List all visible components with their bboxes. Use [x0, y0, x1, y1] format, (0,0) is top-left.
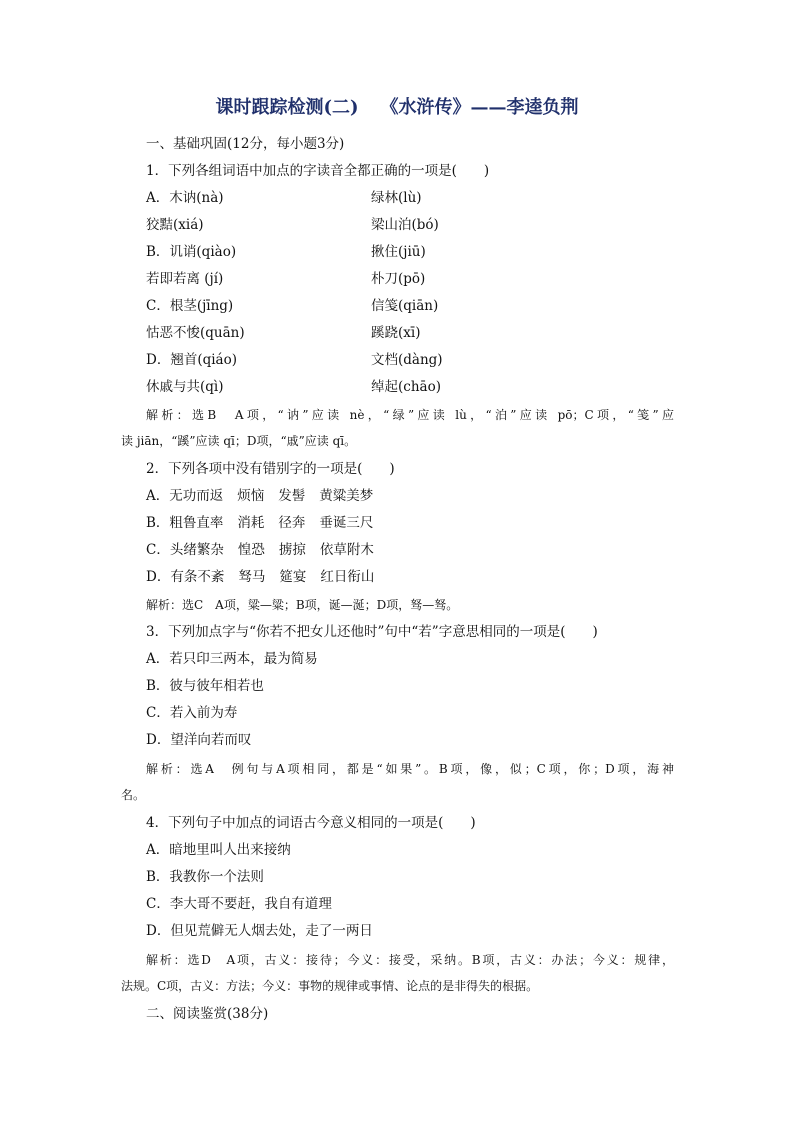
- q3-analysis-line-1: 解析：选A 例句与A项相同，都是“如果”。B项，像，似；C项，你；D项，海神: [146, 762, 674, 776]
- q1-option-b-4: 朴刀(pō): [371, 271, 426, 287]
- q4-analysis-line-2: 法规。C项，古义：方法；今义：事物的规律或事情、论点的是非得失的根据。: [121, 979, 539, 993]
- q4-option-b: B．我教你一个法则: [146, 869, 264, 885]
- q4-option-d: D．但见荒僻无人烟去处，走了一两日: [146, 923, 373, 939]
- q2-analysis: 解析：选C A项，粱—粱；B项，诞—涎；D项，驽—驽。: [146, 598, 459, 612]
- q3-option-c: C．若入前为寿: [146, 705, 238, 721]
- q1-option-a-4: 梁山泊(bó): [371, 217, 439, 233]
- q3-option-d: D．望洋向若而叹: [146, 732, 252, 748]
- title-part-2: 《水浒传》——李逵负荆: [380, 97, 579, 118]
- q2-option-d: D．有条不紊 驽马 筵宴 红日衔山: [146, 569, 375, 585]
- q1-option-d-3: 休戚与共(qì): [146, 379, 224, 395]
- q1-option-a-2: 绿林(lù): [371, 190, 422, 206]
- q1-option-b-3: 若即若离 (jí): [146, 271, 224, 287]
- q1-option-a-3: 狡黠(xiá): [146, 217, 204, 233]
- q4-analysis-line-1: 解析：选D A项，古义：接待；今义：接受，采纳。B项，古义：办法；今义：规律，: [146, 953, 674, 967]
- q1-option-a-1: A．木讷(nà): [146, 190, 224, 206]
- q1-option-b-1: B．讥诮(qiào): [146, 244, 237, 260]
- q3-option-b: B．彼与彼年相若也: [146, 678, 264, 694]
- q2-option-c: C．头绪繁杂 惶恐 掳掠 依草附木: [146, 542, 374, 558]
- question-1-stem: 1．下列各组词语中加点的字读音全都正确的一项是( ): [146, 163, 490, 179]
- section-heading-1: 一、基础巩固(12分，每小题3分): [146, 136, 345, 152]
- q4-option-a: A．暗地里叫人出来接纳: [146, 842, 291, 858]
- q1-analysis-line-1: 解析：选B A项，“讷”应读 nè，“绿”应读 lù，“泊”应读 pō；C项，“笺”应: [146, 408, 674, 422]
- q1-option-c-2: 信笺(qiān): [371, 298, 439, 314]
- q1-option-c-1: C．根茎(jīng): [146, 298, 234, 314]
- question-4-stem: 4．下列句子中加点的词语古今意义相同的一项是( ): [146, 815, 476, 831]
- q1-option-d-4: 绰起(chāo): [371, 379, 441, 395]
- q2-option-b: B．粗鲁直率 消耗 径奔 垂诞三尺: [146, 515, 374, 531]
- title-part-1: 课时跟踪检测(二): [215, 97, 359, 118]
- q2-option-a: A．无功而返 烦恼 发髻 黄粱美梦: [146, 488, 374, 504]
- question-2-stem: 2．下列各项中没有错别字的一项是( ): [146, 461, 395, 477]
- q1-option-c-4: 蹊跷(xī): [371, 325, 421, 341]
- q1-option-d-1: D．翘首(qiáo): [146, 352, 237, 368]
- section-heading-2: 二、阅读鉴赏(38分): [146, 1006, 269, 1022]
- q1-option-c-3: 怙恶不悛(quān): [146, 325, 245, 341]
- q1-option-d-2: 文档(dàng): [371, 352, 443, 368]
- q1-option-b-2: 揪住(jiū): [371, 244, 426, 260]
- page-title: [0, 97, 794, 119]
- question-3-stem: 3．下列加点字与“你若不把女儿还他时”句中“若”字意思相同的一项是( ): [146, 624, 598, 640]
- q3-analysis-line-2: 名。: [121, 788, 146, 802]
- q4-option-c: C．李大哥不要赶，我自有道理: [146, 896, 332, 912]
- q1-analysis-line-2: 读 jiān，“蹊”应读 qī；D项，“戚”应读 qī。: [121, 434, 357, 448]
- q3-option-a: A．若只印三两本，最为简易: [146, 651, 318, 667]
